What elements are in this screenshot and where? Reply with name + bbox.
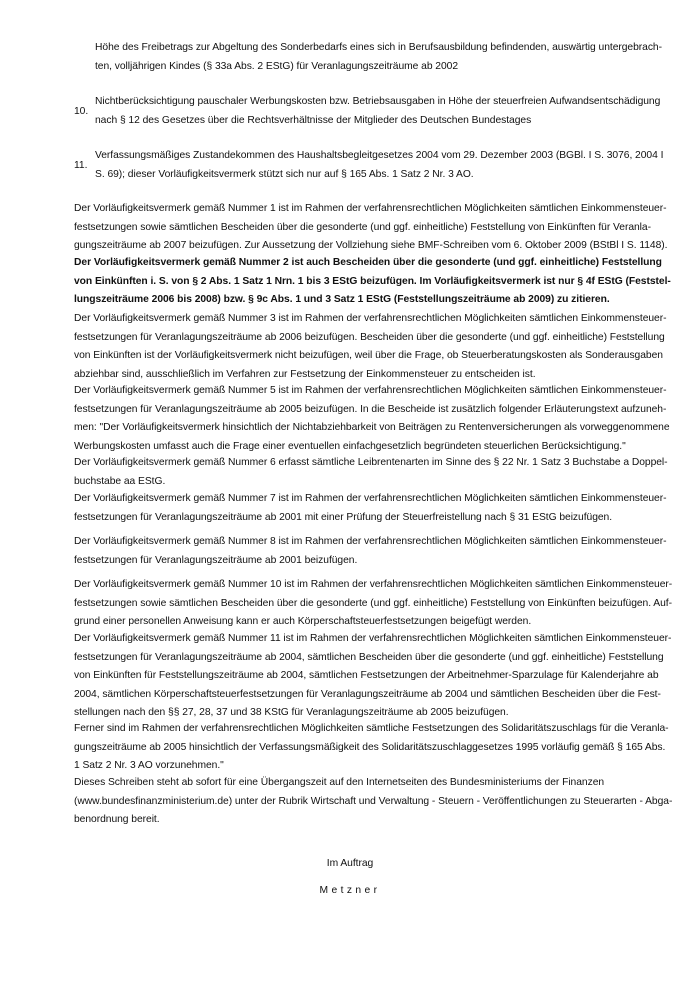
text-line: 2004, sämtlichen Körperschaftsteuerfestsetzungen für Veranlagungszeiträume ab 2004 und sämtlichen Bescheiden über die Fest- bbox=[74, 688, 661, 700]
text-line: Ferner sind im Rahmen der verfahrensrechtlichen Möglichkeiten sämtliche Festsetzungen des Solidaritätszuschlags für die Veranla- bbox=[74, 723, 669, 734]
paragraph-note-10 bbox=[74, 576, 673, 632]
text-line: lungszeiträume 2006 bis 2008) bzw. § 9c Abs. 1 und 3 Satz 1 EStG (Feststellungszeiträume ab 2009) zu zitieren. bbox=[74, 294, 610, 305]
text-line: Der Vorläufigkeitsvermerk gemäß Nummer 11 ist im Rahmen der verfahrensrechtlichen Möglichkeiten sämtlichen Einkommensteuer- bbox=[74, 633, 672, 644]
text-line: nach § 12 des Gesetzes über die Rechtsverhältnisse der Mitglieder des Deutschen Bundestages bbox=[95, 114, 532, 126]
text-line: festsetzungen für Veranlagungszeiträume ab 2006 beizufügen. Bescheiden über die gesonderte (und ggf. einheitliche) Feststellung bbox=[74, 331, 665, 343]
text-line: festsetzungen für Veranlagungszeiträume ab 2001 beizufügen. bbox=[74, 554, 358, 566]
text-line: grund einer personellen Anweisung kann er auch Körperschaftsteuerfestsetzungen beigefügt werden. bbox=[74, 616, 532, 627]
text-line: Nichtberücksichtigung pauschaler Werbungskosten bzw. Betriebsausgaben in Höhe der steuerfreien Aufwandsentschädigung bbox=[95, 96, 661, 107]
text-line: Werbungskosten umfasst auch die Frage einer eventuellen einfachgesetzlich begründeten steuerlichen Berücksichtigung." bbox=[74, 440, 626, 452]
text-line: buchstabe aa EStG. bbox=[74, 475, 166, 487]
text-line: stellungen nach den §§ 27, 28, 37 und 38 KStG für Veranlagungszeiträume ab 2005 beizufügen. bbox=[74, 707, 509, 718]
paragraph-note-3 bbox=[74, 310, 667, 384]
text-line: S. 69); dieser Vorläufigkeitsvermerk stützt sich nur auf § 165 Abs. 1 Satz 2 Nr. 3 AO. bbox=[95, 168, 474, 180]
paragraph-publication-note bbox=[74, 774, 673, 830]
text-line: festsetzungen für Veranlagungszeiträume ab 2001 mit einer Prüfung der Steuerfreistellung nach § 31 EStG beizufügen. bbox=[74, 511, 613, 523]
paragraph-note-6 bbox=[74, 454, 668, 491]
paragraph-solidarity-surcharge bbox=[74, 720, 669, 776]
text-line: (www.bundesfinanzministerium.de) unter der Rubrik Wirtschaft und Verwaltung - Steuern - Veröffentlichungen zu Steuerarten - Abga- bbox=[74, 795, 673, 807]
text-line: festsetzungen für Veranlagungszeiträume ab 2004, sämtlichen Bescheiden über die gesonderte (und ggf. einheitliche) Feststellung bbox=[74, 651, 664, 663]
text-line: festsetzungen für Veranlagungszeiträume ab 2005 beizufügen. In die Bescheide ist zusätzlich folgender Erläuterungstext aufzuneh- bbox=[74, 403, 667, 415]
text-line: abziehbar sind, ausschließlich im Verfahren zur Festsetzung der Einkommensteuer zu entscheiden ist. bbox=[74, 368, 536, 380]
list-item bbox=[74, 93, 661, 130]
list-item-text bbox=[95, 39, 662, 76]
list-item-text bbox=[95, 93, 661, 130]
text-line: von Einkünften für Feststellungszeiträume ab 2004, sämtlichen Festsetzungen der Arbeitnehmer-Sparzulage für Kalenderjahre ab bbox=[74, 670, 659, 681]
text-line: gungszeiträume ab 2005 hinsichtlich der Verfassungsmäßigkeit des Solidaritätszuschlaggesetzes 1995 vorläufig gemäß § 165 Abs. bbox=[74, 741, 666, 753]
paragraph-note-11 bbox=[74, 630, 672, 723]
text-line: von Einkünften ist der Vorläufigkeitsvermerk nicht beizufügen, weil über die Frage, ob Steuerberatungskosten als Sonderausgaben bbox=[74, 350, 663, 361]
text-line: Verfassungsmäßiges Zustandekommen des Haushaltsbegleitgesetzes 2004 vom 29. Dezember 2003 (BGBl. I S. 3076, 2004 I bbox=[95, 150, 664, 161]
text-line: Der Vorläufigkeitsvermerk gemäß Nummer 3 ist im Rahmen der verfahrensrechtlichen Möglichkeiten sämtlichen Einkommensteuer- bbox=[74, 313, 667, 324]
text-line: Der Vorläufigkeitsvermerk gemäß Nummer 10 ist im Rahmen der verfahrensrechtlichen Möglichkeiten sämtlichen Einkommensteuer- bbox=[74, 579, 673, 590]
paragraph-note-5 bbox=[74, 382, 670, 456]
list-item bbox=[74, 39, 662, 76]
text-line: Der Vorläufigkeitsvermerk gemäß Nummer 5 ist im Rahmen der verfahrensrechtlichen Möglichkeiten sämtlichen Einkommensteuer- bbox=[74, 385, 667, 396]
list-item bbox=[74, 147, 664, 184]
text-line: von Einkünften i. S. von § 2 Abs. 1 Satz 1 Nrn. 1 bis 3 EStG beizufügen. Im Vorläufigkeitsvermerk ist nur § 4f EStG (Feststel- bbox=[74, 275, 671, 287]
text-line: Der Vorläufigkeitsvermerk gemäß Nummer 7 ist im Rahmen der verfahrensrechtlichen Möglichkeiten sämtlichen Einkommensteuer- bbox=[74, 493, 667, 504]
text-line: ten, volljährigen Kindes (§ 33a Abs. 2 EStG) für Veranlagungszeiträume ab 2002 bbox=[95, 60, 459, 72]
signature-name: Metzner bbox=[319, 885, 381, 896]
text-line: Der Vorläufigkeitsvermerk gemäß Nummer 8 ist im Rahmen der verfahrensrechtlichen Möglichkeiten sämtlichen Einkommensteuer- bbox=[74, 536, 667, 547]
text-line: gungszeiträume ab 2007 beizufügen. Zur Aussetzung der Vollziehung siehe BMF-Schreiben vom 6. Oktober 2009 (BStBl I S. 1148). bbox=[74, 240, 668, 251]
text-line: men: "Der Vorläufigkeitsvermerk hinsichtlich der Nichtabziehbarkeit von Beiträgen zu Rentenversicherungen als vorweggenommene bbox=[74, 422, 670, 433]
text-line: festsetzungen sowie sämtlichen Bescheiden über die gesonderte (und ggf. einheitliche) Feststellung von Einkünften beizufügen. Auf- bbox=[74, 597, 672, 609]
text-line: benordnung bereit. bbox=[74, 814, 160, 825]
list-item-number: 11. bbox=[74, 160, 88, 171]
text-line: Der Vorläufigkeitsvermerk gemäß Nummer 2 ist auch Bescheiden über die gesonderte (und ggf. einheitliche) Feststellung bbox=[74, 257, 662, 268]
text-line: Der Vorläufigkeitsvermerk gemäß Nummer 6 erfasst sämtliche Leibrentenarten im Sinne des § 22 Nr. 1 Satz 3 Buchstabe a Doppel- bbox=[74, 457, 668, 468]
list-item-text bbox=[95, 147, 664, 184]
text-line: Dieses Schreiben steht ab sofort für eine Übergangszeit auf den Internetseiten des Bundesministeriums der Finanzen bbox=[74, 777, 605, 788]
paragraph-note-7 bbox=[74, 490, 667, 527]
text-line: Der Vorläufigkeitsvermerk gemäß Nummer 1 ist im Rahmen der verfahrensrechtlichen Möglichkeiten sämtlichen Einkommensteuer- bbox=[74, 203, 667, 214]
list-item-number: 10. bbox=[74, 106, 89, 117]
paragraph-note-2 bbox=[74, 254, 671, 310]
text-line: 1 Satz 2 Nr. 3 AO vorzunehmen." bbox=[74, 760, 224, 771]
text-line: festsetzungen sowie sämtlichen Bescheiden über die gesonderte (und ggf. einheitliche) Feststellung von Einkünften für Veranla- bbox=[74, 221, 651, 233]
paragraph-note-8 bbox=[74, 533, 667, 570]
signature-in-auftrag: Im Auftrag bbox=[326, 858, 374, 869]
paragraph-note-1 bbox=[74, 200, 668, 256]
text-line: Höhe des Freibetrags zur Abgeltung des Sonderbedarfs eines sich in Berufsausbildung befindenden, auswärtig untergebrach- bbox=[95, 42, 662, 53]
